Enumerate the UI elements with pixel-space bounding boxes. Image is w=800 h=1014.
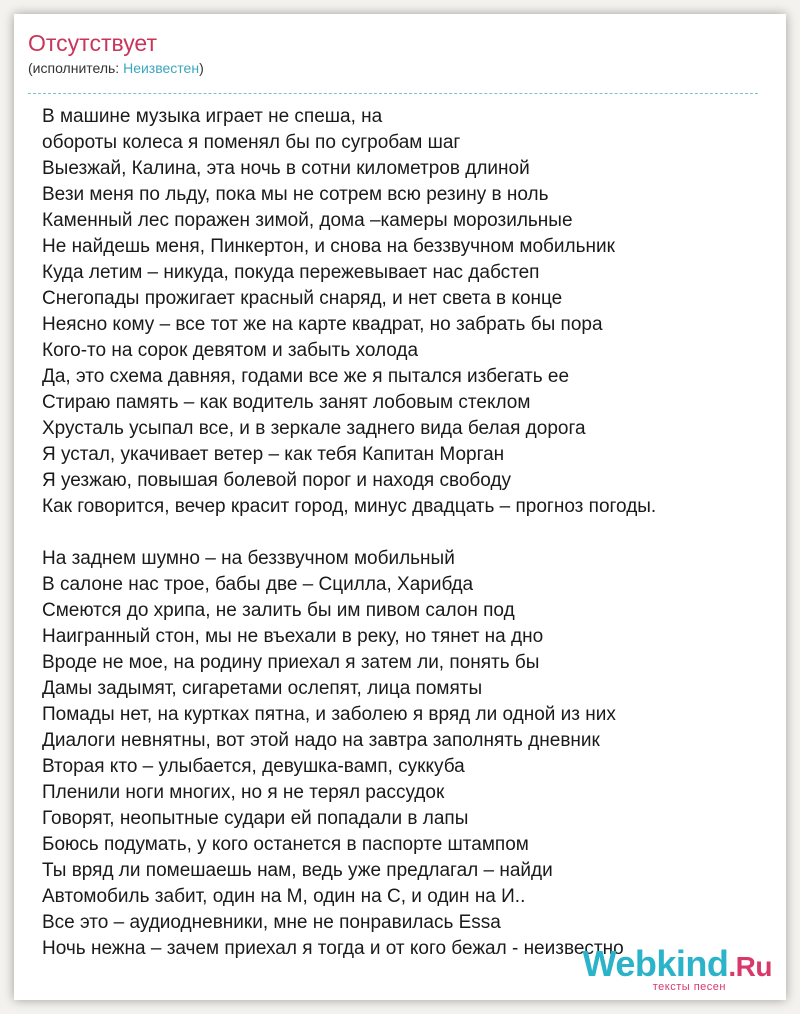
header-divider	[28, 93, 758, 94]
lyric-line: Помады нет, на куртках пятна, и заболею я вряд ли одной из них	[42, 704, 616, 725]
lyric-line: Куда летим – никуда, покуда пережевывает нас дабстеп	[42, 262, 540, 283]
lyric-line: Каменный лес поражен зимой, дома –камеры морозильные	[42, 210, 573, 231]
logo-tld: .Ru	[728, 951, 772, 982]
lyric-line: Я уезжаю, повышая болевой порог и находя свободу	[42, 470, 512, 491]
lyric-line: Автомобиль забит, один на М, один на С, и один на И..	[42, 886, 526, 907]
lyric-line: Боюсь подумать, у кого останется в паспорте штампом	[42, 834, 529, 855]
lyric-line: Как говорится, вечер красит город, минус двадцать – прогноз погоды.	[42, 496, 657, 517]
lyric-line: Кого-то на сорок девятом и забыть холода	[42, 340, 419, 361]
lyric-line: Выезжай, Калина, эта ночь в сотни километров длиной	[42, 158, 530, 179]
lyric-line: В салоне нас трое, бабы две – Сцилла, Харибда	[42, 574, 474, 595]
lyric-line: Говорят, неопытные судари ей попадали в лапы	[42, 808, 469, 829]
site-logo[interactable]	[583, 944, 772, 993]
song-header	[28, 28, 758, 78]
lyric-line: Смеются до хрипа, не залить бы им пивом салон под	[42, 600, 515, 621]
lyric-line: Ночь нежна – зачем приехал я тогда и от кого бежал - неизвестно	[42, 938, 624, 959]
lyric-line: Вези меня по льду, пока мы не сотрем всю резину в ноль	[42, 184, 549, 205]
stanza-1	[42, 104, 762, 520]
lyric-line: Вторая кто – улыбается, девушка-вамп, суккуба	[42, 756, 465, 777]
artist-prefix: (исполнитель:	[28, 60, 124, 76]
lyric-line: Да, это схема давняя, годами все же я пытался избегать ее	[42, 366, 570, 387]
stanza-2	[42, 546, 762, 962]
lyric-line: Дамы задымят, сигаретами ослепят, лица помяты	[42, 678, 483, 699]
artist-link[interactable]: Неизвестен	[123, 60, 200, 76]
lyric-line: Все это – аудиодневники, мне не понравилась Essa	[42, 912, 501, 933]
logo-tagline: тексты песен	[652, 981, 726, 993]
lyric-line: Не найдешь меня, Пинкертон, и снова на беззвучном мобильник	[42, 236, 615, 257]
artist-suffix: )	[199, 60, 204, 76]
lyric-line: Неясно кому – все тот же на карте квадрат, но забрать бы пора	[42, 314, 603, 335]
lyric-line: Пленили ноги многих, но я не терял рассудок	[42, 782, 445, 803]
logo-name: Webkind	[582, 943, 729, 984]
lyric-line: Снегопады прожигает красный снаряд, и нет света в конце	[42, 288, 563, 309]
stanza-gap	[42, 520, 762, 546]
artist-line	[28, 58, 758, 78]
lyric-line: Вроде не мое, на родину приехал я затем ли, понять бы	[42, 652, 540, 673]
lyric-line: На заднем шумно – на беззвучном мобильный	[42, 548, 455, 569]
lyric-line: Стираю память – как водитель занят лобовым стеклом	[42, 392, 531, 413]
lyric-line: обороты колеса я поменял бы по сугробам шаг	[42, 132, 461, 153]
lyric-line: Диалоги невнятны, вот этой надо на завтра заполнять дневник	[42, 730, 600, 751]
song-title: Отсутствует	[28, 30, 157, 56]
lyric-line: Наигранный стон, мы не въехали в реку, но тянет на дно	[42, 626, 544, 647]
lyrics-text	[42, 104, 762, 962]
lyric-line: В машине музыка играет не спеша, на	[42, 106, 383, 127]
lyric-line: Хрусталь усыпал все, и в зеркале заднего вида белая дорога	[42, 418, 586, 439]
lyric-line: Ты вряд ли помешаешь нам, ведь уже предлагал – найди	[42, 860, 553, 881]
lyric-line: Я устал, укачивает ветер – как тебя Капитан Морган	[42, 444, 505, 465]
